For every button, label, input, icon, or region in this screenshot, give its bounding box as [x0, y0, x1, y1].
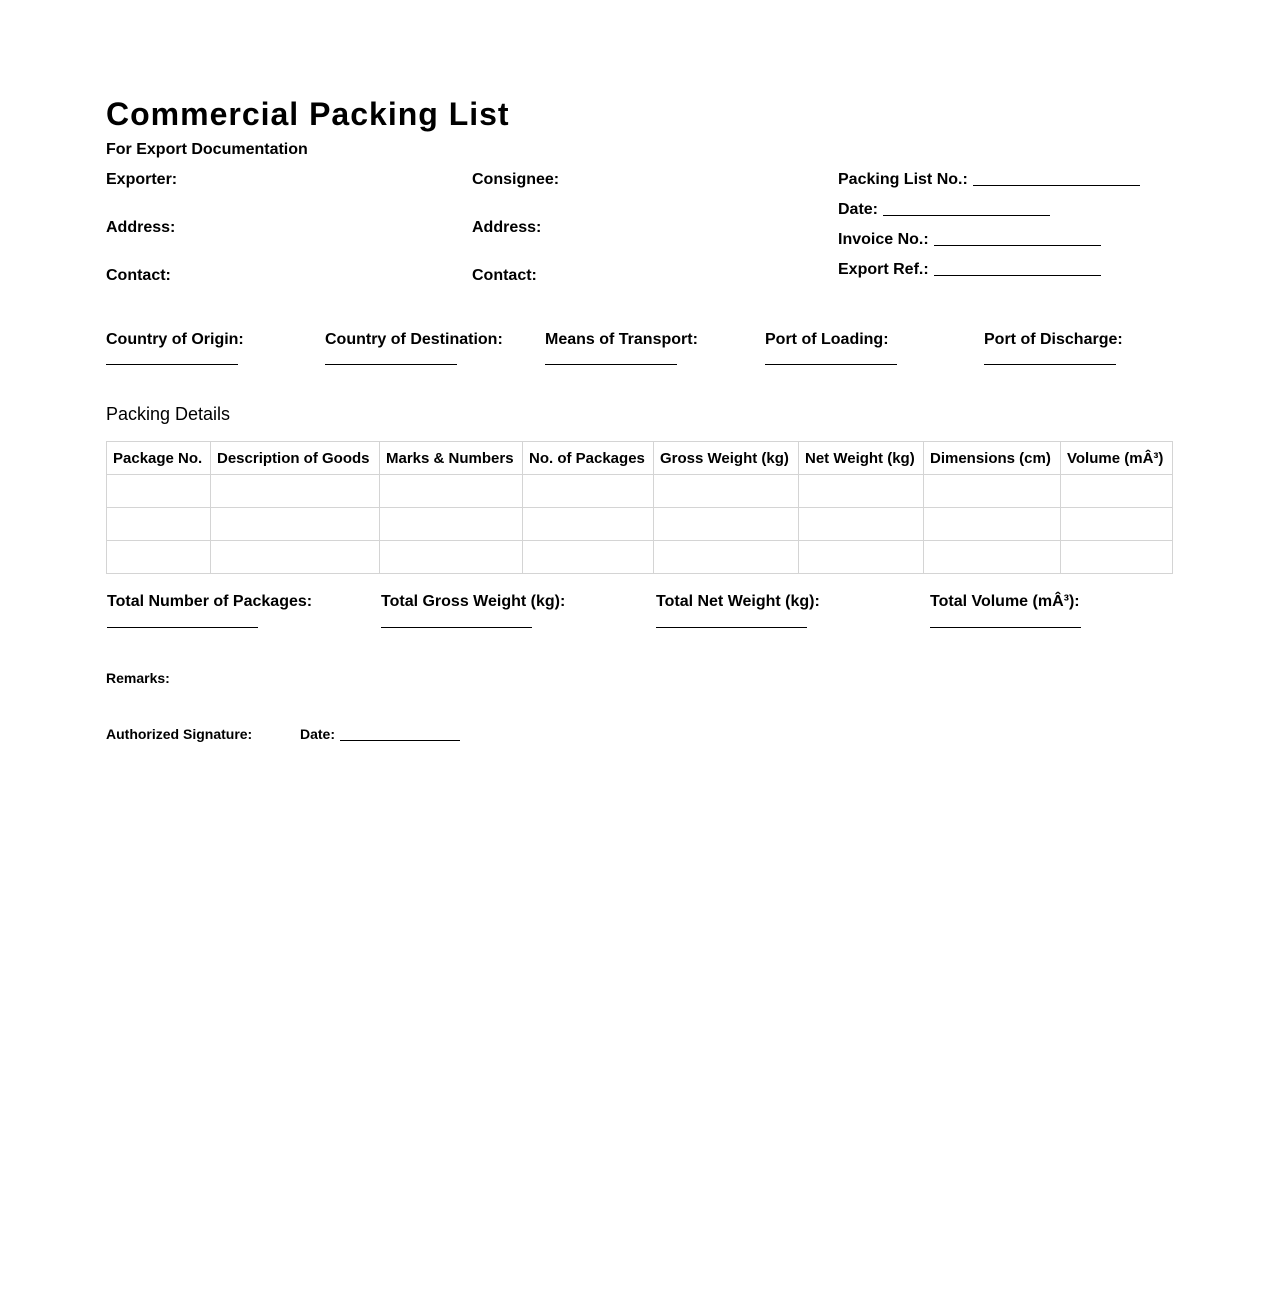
port-of-loading-field: [765, 331, 897, 365]
invoice-no-line[interactable]: [934, 244, 1101, 246]
table-cell[interactable]: [1061, 541, 1173, 574]
table-cell[interactable]: [654, 541, 799, 574]
table-cell[interactable]: [523, 541, 654, 574]
column-header-dimensions: Dimensions (cm): [924, 442, 1061, 475]
table-cell[interactable]: [211, 475, 380, 508]
authorized-signature-label: Authorized Signature:: [106, 726, 253, 742]
consignee-label: Consignee:: [472, 171, 560, 188]
export-ref-line[interactable]: [934, 274, 1101, 276]
table-cell[interactable]: [1061, 508, 1173, 541]
means-of-transport-label: Means of Transport:: [545, 331, 698, 348]
column-header-gross-weight: Gross Weight (kg): [654, 442, 799, 475]
table-cell[interactable]: [799, 475, 924, 508]
table-cell[interactable]: [799, 541, 924, 574]
table-cell[interactable]: [107, 475, 211, 508]
invoice-no-field: [838, 231, 1101, 249]
document-subtitle: For Export Documentation: [106, 141, 308, 158]
date-field: [838, 201, 1050, 219]
table-cell[interactable]: [799, 508, 924, 541]
total-volume-line[interactable]: [930, 627, 1081, 628]
column-header-description: Description of Goods: [211, 442, 380, 475]
total-packages-label: Total Number of Packages:: [107, 593, 313, 610]
total-packages-line[interactable]: [107, 627, 258, 628]
means-of-transport-line[interactable]: [545, 364, 677, 365]
packing-details-heading: Packing Details: [106, 404, 231, 424]
total-gross-weight-line[interactable]: [381, 627, 532, 628]
country-of-origin-field: [106, 331, 244, 365]
table-cell[interactable]: [523, 475, 654, 508]
table-cell[interactable]: [211, 541, 380, 574]
total-net-weight-label: Total Net Weight (kg):: [656, 593, 820, 610]
table-cell[interactable]: [523, 508, 654, 541]
column-header-net-weight: Net Weight (kg): [799, 442, 924, 475]
document-title: Commercial Packing List: [106, 96, 510, 132]
port-of-discharge-field: [984, 331, 1123, 365]
signature-date-field: [300, 726, 460, 742]
table-cell[interactable]: [380, 541, 523, 574]
total-net-weight-field: [656, 593, 820, 628]
signature-date-line[interactable]: [340, 739, 460, 741]
means-of-transport-field: [545, 331, 698, 365]
table-row: [107, 541, 1173, 574]
column-header-no-of-packages: No. of Packages: [523, 442, 654, 475]
table-cell[interactable]: [211, 508, 380, 541]
exporter-contact-label: Contact:: [106, 267, 171, 284]
table-row: [107, 475, 1173, 508]
table-cell[interactable]: [654, 475, 799, 508]
packing-details-table: [106, 441, 1173, 574]
exporter-address-label: Address:: [106, 219, 176, 236]
table-cell[interactable]: [107, 508, 211, 541]
country-of-destination-field: [325, 331, 503, 365]
total-gross-weight-field: [381, 593, 565, 628]
packing-list-no-label: Packing List No.:: [838, 171, 968, 188]
table-cell[interactable]: [924, 541, 1061, 574]
exporter-label: Exporter:: [106, 171, 178, 188]
date-label: Date:: [838, 201, 879, 218]
consignee-contact-label: Contact:: [472, 267, 537, 284]
remarks-label: Remarks:: [106, 670, 170, 686]
column-header-marks-numbers: Marks & Numbers: [380, 442, 523, 475]
table-cell[interactable]: [924, 475, 1061, 508]
export-ref-label: Export Ref.:: [838, 261, 929, 278]
port-of-discharge-line[interactable]: [984, 364, 1116, 365]
table-cell[interactable]: [380, 508, 523, 541]
packing-list-no-line[interactable]: [973, 184, 1140, 186]
invoice-no-label: Invoice No.:: [838, 231, 929, 248]
column-header-volume: Volume (mÂ³): [1061, 442, 1173, 475]
country-of-origin-line[interactable]: [106, 364, 238, 365]
country-of-destination-line[interactable]: [325, 364, 457, 365]
port-of-loading-label: Port of Loading:: [765, 331, 889, 348]
total-volume-field: [930, 593, 1081, 628]
packing-list-no-field: [838, 171, 1140, 189]
consignee-address-label: Address:: [472, 219, 542, 236]
total-packages-field: [107, 593, 312, 628]
column-header-package-no: Package No.: [107, 442, 211, 475]
total-gross-weight-label: Total Gross Weight (kg):: [381, 593, 566, 610]
port-of-discharge-label: Port of Discharge:: [984, 331, 1123, 348]
table-cell[interactable]: [380, 475, 523, 508]
table-row: [107, 508, 1173, 541]
total-net-weight-line[interactable]: [656, 627, 807, 628]
export-ref-field: [838, 261, 1101, 279]
table-cell[interactable]: [1061, 475, 1173, 508]
signature-date-label: Date:: [300, 726, 336, 742]
table-cell[interactable]: [924, 508, 1061, 541]
country-of-destination-label: Country of Destination:: [325, 331, 503, 348]
date-line[interactable]: [883, 214, 1050, 216]
table-header-row: [107, 442, 1173, 475]
country-of-origin-label: Country of Origin:: [106, 331, 244, 348]
port-of-loading-line[interactable]: [765, 364, 897, 365]
total-volume-label: Total Volume (mÂ³):: [930, 593, 1080, 610]
table-cell[interactable]: [107, 541, 211, 574]
table-cell[interactable]: [654, 508, 799, 541]
